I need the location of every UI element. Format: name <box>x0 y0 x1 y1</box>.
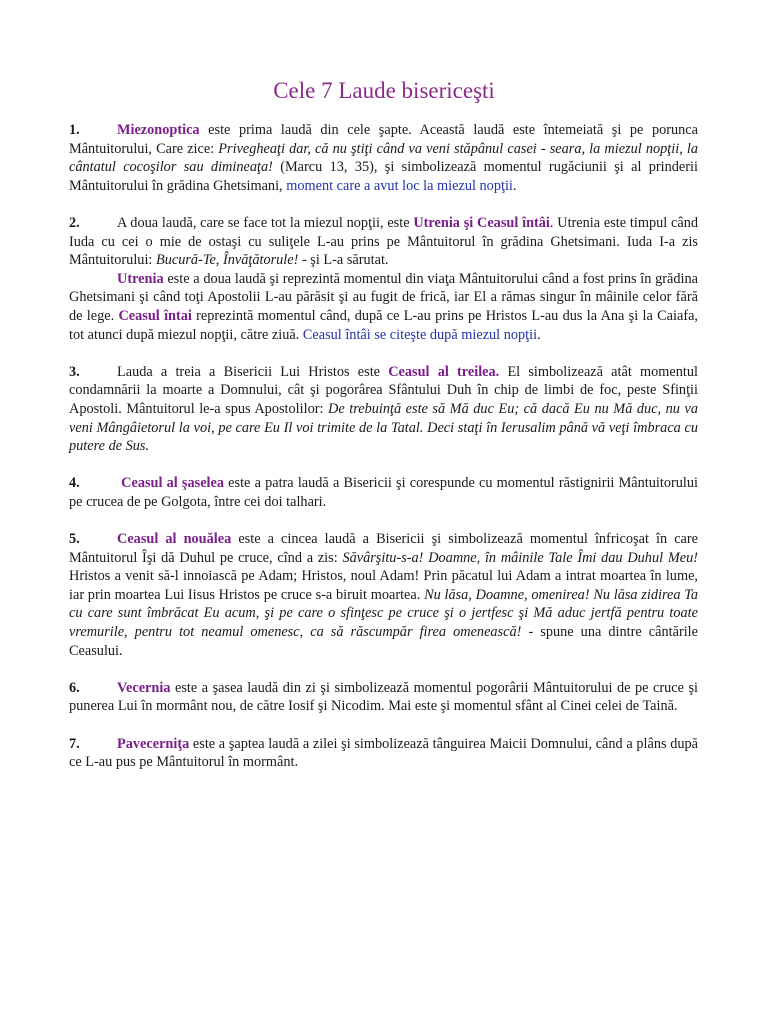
text: este prima laudă din cele şapte. Această laudă este întemeiată şi pe porunca Mântuitorului, Care zice: <box>69 122 698 157</box>
item-number: 7. <box>69 735 80 752</box>
term-miezonoptica: Miezonoptica <box>117 122 200 138</box>
paragraph-3 <box>69 363 698 456</box>
term-ceasul-al-noualea: Ceasul al nouălea <box>117 531 232 548</box>
text: este a cincea laudă a Bisericii şi simbolizează momentul înfricoşat în care Mântuitorul Îşi dă Duhul pe cruce, cînd a zis: <box>69 531 698 566</box>
text: (Marcu 13, 35), şi simbolizează momentul rugăciunii şi al prinderii Mântuitorului în grădina Ghetsimani, <box>69 159 698 194</box>
term-ceasul-al-saselea: Ceasul al şaselea <box>117 475 225 492</box>
text: este a patra laudă a Bisericii şi corespunde cu momentul răstignirii Mântuitorului pe crucea de pe Golgota, între cei doi talhari. <box>69 475 698 510</box>
text: reprezintă momentul când, după ce L-au prins pe Hristos L-au dus la Ana şi la Caiafa, tot atunci după miezul nopţii, către ziuă. <box>69 307 699 343</box>
text: . <box>512 177 517 194</box>
paragraph-5-text <box>69 530 698 660</box>
item-number: 5. <box>69 531 80 548</box>
item-number: 6. <box>69 679 80 696</box>
item-number: 4. <box>69 475 80 492</box>
text: - spune una dintre cântările Ceasului. <box>69 624 699 659</box>
text: El simbolizează atât momentul condamnării la moarte a Domnului, cât şi pogorârea Sfântului Duh în chip de limbi de foc, peste Sfinţii Apostoli. Mântuitorul le-a spus Apostolilor: <box>69 363 698 417</box>
paragraph-1 <box>69 121 698 195</box>
text: Lauda a treia a Bisericii Lui Hristos este <box>117 363 389 380</box>
item-number: 2. <box>69 214 80 231</box>
paragraph-2 <box>69 214 698 344</box>
text: . Utrenia este timpul când Iuda cu cei o mie de ostaşi cu suliţele L-au prins pe Mântuitorul în grădina Ghetsimani. Iuda I-a zis Mântuitorului: <box>69 214 698 269</box>
term-utrenia: Utrenia <box>117 270 164 287</box>
term-ceasul-al-treilea: Ceasul al treilea. <box>388 363 500 380</box>
term-utrenia-ceasul-intai: Utrenia şi Ceasul întâi <box>413 214 550 231</box>
item-number: 3. <box>69 363 80 380</box>
highlight-text: moment care a avut loc la miezul nopţii <box>286 177 513 194</box>
paragraph-6-text <box>69 679 698 716</box>
paragraph-7 <box>69 735 698 772</box>
highlight-text: Ceasul întâi se citeşte după miezul nopţii <box>302 326 538 343</box>
text: este a doua laudă şi reprezintă momentul din viaţa Mântuitorului când a fost prins în grădina Ghetsimani şi când toţi Apostolii L-au părăsit şi au fugit de frică, iar El a rămas singur în mâinile celor fără de lege. <box>69 270 698 324</box>
paragraph-2-text <box>69 214 698 270</box>
text: . <box>537 326 541 343</box>
paragraph-4-text <box>69 474 698 511</box>
page-title: Cele 7 Laude bisericeşti <box>273 78 495 103</box>
paragraph-3-text <box>69 363 698 456</box>
quote: Bucură-Te, Învăţătorule! <box>155 252 299 269</box>
text: este a şaptea laudă a zilei şi simbolizează tânguirea Maicii Domnului, când a plâns după ce L-au pus pe Mântuitorul în mormânt. <box>69 735 698 771</box>
paragraph-7-text <box>69 735 698 772</box>
item-number: 1. <box>69 122 80 138</box>
paragraph-2-continuation <box>69 270 698 344</box>
text: Hristos a venit să-l innoiască pe Adam; Hristos, noul Adam! Prin păcatul lui Adam a intrat moartea în lume, iar prin moartea Lui Iisus Hristos pe cruce s-a biruit moartea. <box>69 568 698 603</box>
text: - şi L-a sărutat. <box>298 252 389 269</box>
paragraph-4 <box>69 474 698 511</box>
document-body <box>69 121 698 790</box>
quote: Nu lăsa, Doamne, omenirea! Nu lăsa zidirea Ta cu care sunt îmbrăcat Eu acum, şi pe care o sfinţesc pe cruce şi o jertfesc şi Mă aduc jertfă pentru toate vremurile, pentru tot neamul omenesc, ca să răscumpăr firea omenească! <box>69 586 698 641</box>
term-vecernia: Vecernia <box>117 679 171 696</box>
text: este a şasea laudă din zi şi simbolizează momentul pogorârii Mântuitorului de pe cruce şi punerea Lui în mormânt nou, de către Iosif şi Nicodim. Mai este şi momentul sfânt al Cinei celei de Taină. <box>69 679 698 715</box>
term-pavecernita: Pavecerniţa <box>117 735 190 752</box>
text: A doua laudă, care se face tot la miezul nopţii, este <box>117 214 414 231</box>
quote: Săvârşitu-s-a! Doamne, în mâinile Tale Îmi dau Duhul Meu! <box>342 549 698 566</box>
quote: Privegheaţi dar, că nu ştiţi când va veni stăpânul casei - seara, la miezul nopţii, la cântatul cocoşilor sau dimineaţa! <box>69 140 698 176</box>
paragraph-5 <box>69 530 698 660</box>
quote: De trebuinţă este să Mă duc Eu; că dacă Eu nu Mă duc, nu va veni Mângâietorul la voi, pe care Eu Il voi trimite de la Tatal. Deci staţi în Ierusalim până vă veţi îmbraca cu putere de Sus. <box>69 400 698 455</box>
paragraph-6 <box>69 679 698 716</box>
paragraph-1-text <box>69 121 698 195</box>
term-ceasul-intai: Ceasul întai <box>118 307 192 324</box>
